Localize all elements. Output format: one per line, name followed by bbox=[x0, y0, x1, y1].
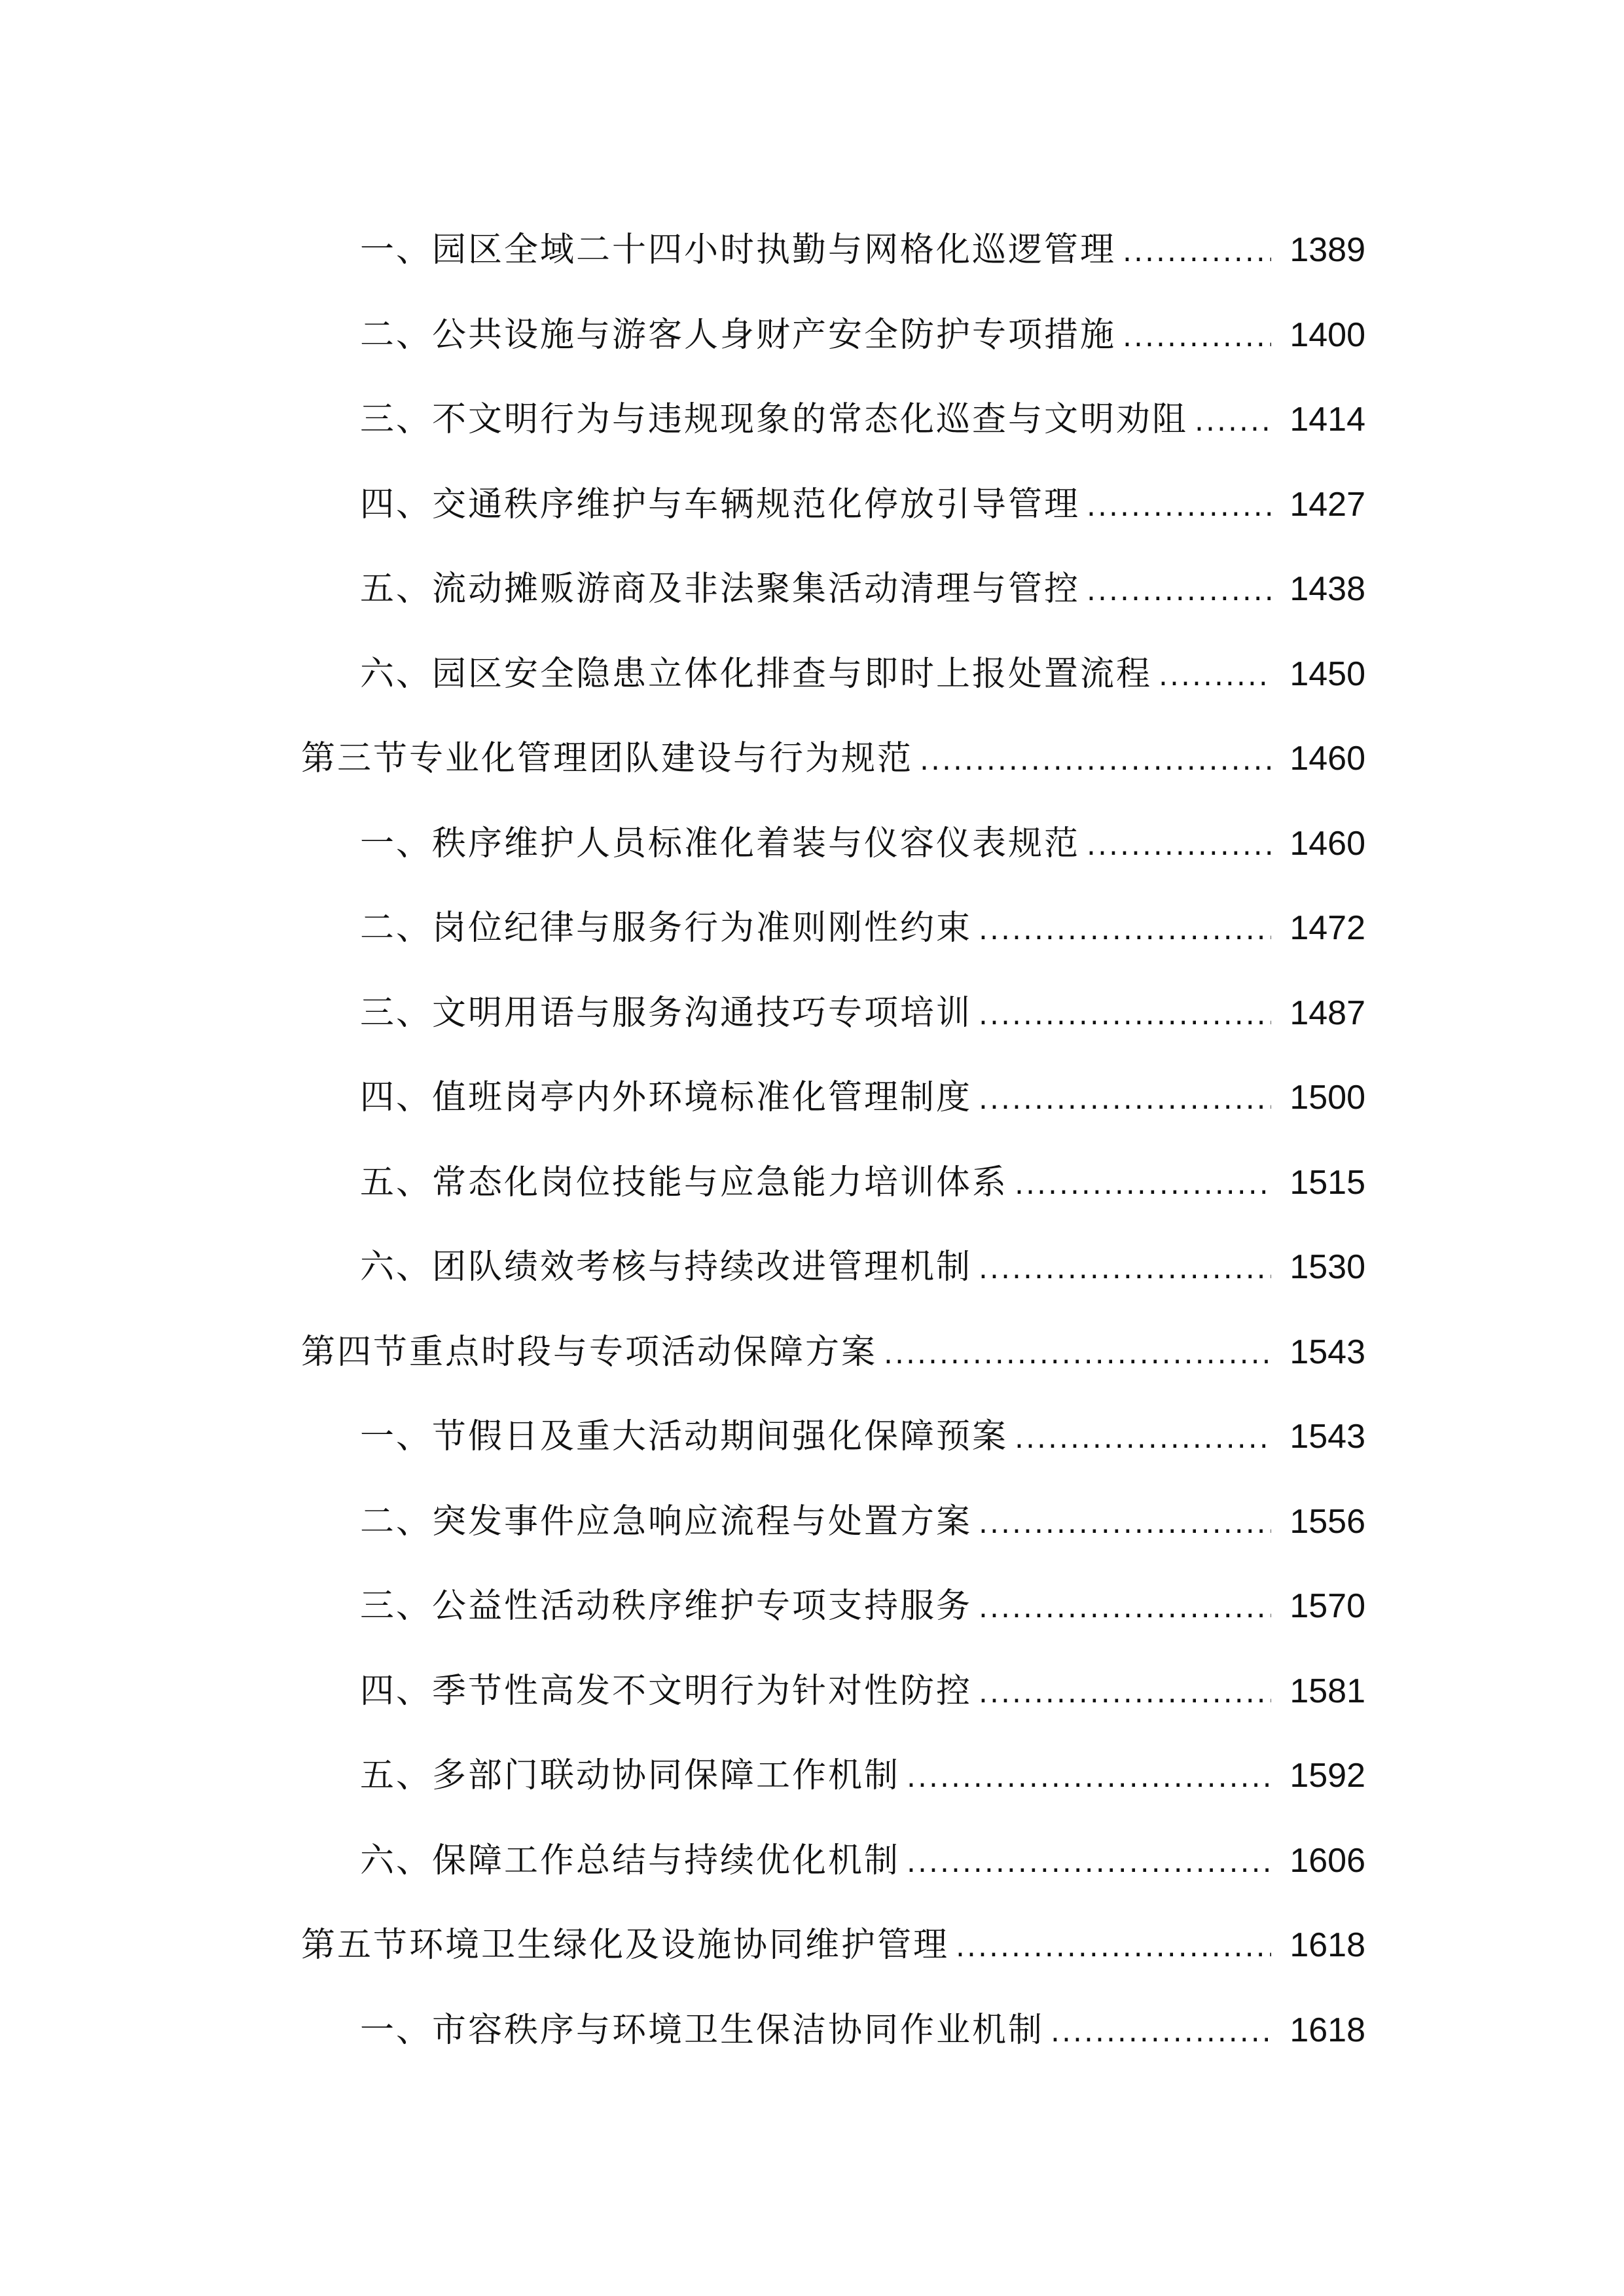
toc-dot-leader bbox=[1087, 548, 1271, 634]
toc-dot-leader bbox=[979, 973, 1271, 1058]
toc-subsection-entry[interactable] bbox=[0, 1564, 1624, 1649]
toc-page-number: 1618 bbox=[1290, 2011, 1365, 2049]
toc-subsection-entry[interactable] bbox=[0, 1988, 1624, 2073]
toc-page-number: 1556 bbox=[1290, 1502, 1365, 1541]
toc-entry-title: 二、突发事件应急响应流程与处置方案 bbox=[360, 1501, 973, 1541]
toc-page-number: 1427 bbox=[1290, 485, 1365, 524]
toc-entry-title: 五、多部门联动协同保障工作机制 bbox=[360, 1756, 901, 1795]
toc-entry-title: 四、季节性高发不文明行为针对性防控 bbox=[360, 1671, 973, 1711]
toc-dot-leader bbox=[1051, 1990, 1271, 2075]
toc-dot-leader bbox=[979, 1227, 1271, 1312]
toc-dot-leader bbox=[1195, 379, 1271, 464]
toc-subsection-entry[interactable] bbox=[0, 802, 1624, 887]
toc-subsection-entry[interactable] bbox=[0, 1395, 1624, 1480]
toc-entry-title: 第三节专业化管理团队建设与行为规范 bbox=[301, 739, 914, 778]
toc-page-number: 1450 bbox=[1290, 655, 1365, 693]
toc-page-number: 1438 bbox=[1290, 570, 1365, 608]
toc-entry-title: 第五节环境卫生绿化及设施协同维护管理 bbox=[301, 1926, 950, 1965]
toc-dot-leader bbox=[979, 1566, 1271, 1651]
toc-section-entry[interactable] bbox=[0, 1310, 1624, 1395]
toc-dot-leader bbox=[907, 1820, 1271, 1905]
toc-subsection-entry[interactable] bbox=[0, 971, 1624, 1056]
toc-page-number: 1389 bbox=[1290, 231, 1365, 269]
toc-subsection-entry[interactable] bbox=[0, 886, 1624, 971]
toc-page-number: 1543 bbox=[1290, 1333, 1365, 1371]
toc-dot-leader bbox=[1015, 1142, 1271, 1227]
toc-dot-leader bbox=[979, 888, 1271, 973]
toc-section-entry[interactable] bbox=[0, 1903, 1624, 1988]
toc-dot-leader bbox=[1015, 1396, 1271, 1481]
toc-entry-title: 一、秩序维护人员标准化着装与仪容仪表规范 bbox=[360, 823, 1081, 863]
toc-entry-title: 五、流动摊贩游商及非法聚集活动清理与管控 bbox=[360, 569, 1081, 609]
toc-subsection-entry[interactable] bbox=[0, 1056, 1624, 1141]
toc-entry-title: 二、公共设施与游客人身财产安全防护专项措施 bbox=[360, 315, 1117, 355]
toc-page-number: 1487 bbox=[1290, 994, 1365, 1032]
toc-subsection-entry[interactable] bbox=[0, 208, 1624, 293]
toc-entry-title: 二、岗位纪律与服务行为准则刚性约束 bbox=[360, 908, 973, 948]
toc-entry-title: 第四节重点时段与专项活动保障方案 bbox=[301, 1332, 878, 1372]
toc-subsection-entry[interactable] bbox=[0, 293, 1624, 378]
toc-entry-title: 五、常态化岗位技能与应急能力培训体系 bbox=[360, 1162, 1009, 1202]
toc-entry-title: 四、值班岗亭内外环境标准化管理制度 bbox=[360, 1078, 973, 1117]
toc-entry-title: 六、园区安全隐患立体化排查与即时上报处置流程 bbox=[360, 654, 1153, 694]
toc-subsection-entry[interactable] bbox=[0, 1819, 1624, 1904]
toc-subsection-entry[interactable] bbox=[0, 1141, 1624, 1226]
toc-page-number: 1500 bbox=[1290, 1079, 1365, 1117]
toc-page-number: 1618 bbox=[1290, 1926, 1365, 1964]
toc-entry-title: 一、园区全域二十四小时执勤与网格化巡逻管理 bbox=[360, 230, 1117, 270]
toc-page-number: 1414 bbox=[1290, 401, 1365, 439]
toc-page-number: 1472 bbox=[1290, 909, 1365, 947]
toc-subsection-entry[interactable] bbox=[0, 378, 1624, 463]
toc-dot-leader bbox=[907, 1735, 1271, 1820]
toc-subsection-entry[interactable] bbox=[0, 632, 1624, 717]
toc-dot-leader bbox=[1159, 634, 1271, 719]
toc-section-entry[interactable] bbox=[0, 717, 1624, 802]
toc-page-number: 1543 bbox=[1290, 1418, 1365, 1456]
toc-entry-title: 三、不文明行为与违规现象的常态化巡查与文明劝阻 bbox=[360, 400, 1189, 439]
toc-page-number: 1460 bbox=[1290, 824, 1365, 863]
toc-page-number: 1581 bbox=[1290, 1672, 1365, 1710]
table-of-contents bbox=[0, 208, 1624, 2073]
toc-entry-title: 六、团队绩效考核与持续改进管理机制 bbox=[360, 1247, 973, 1287]
toc-page-number: 1570 bbox=[1290, 1587, 1365, 1625]
toc-page-number: 1460 bbox=[1290, 740, 1365, 778]
toc-subsection-entry[interactable] bbox=[0, 1734, 1624, 1819]
toc-subsection-entry[interactable] bbox=[0, 1225, 1624, 1310]
toc-dot-leader bbox=[956, 1905, 1271, 1990]
toc-subsection-entry[interactable] bbox=[0, 1480, 1624, 1565]
toc-dot-leader bbox=[1123, 295, 1271, 380]
toc-entry-title: 一、节假日及重大活动期间强化保障预案 bbox=[360, 1417, 1009, 1456]
toc-entry-title: 四、交通秩序维护与车辆规范化停放引导管理 bbox=[360, 484, 1081, 524]
toc-page-number: 1592 bbox=[1290, 1757, 1365, 1795]
toc-dot-leader bbox=[979, 1651, 1271, 1736]
toc-dot-leader bbox=[1087, 803, 1271, 888]
toc-dot-leader bbox=[1087, 464, 1271, 549]
toc-subsection-entry[interactable] bbox=[0, 1649, 1624, 1734]
toc-page-number: 1606 bbox=[1290, 1841, 1365, 1880]
toc-page-number: 1515 bbox=[1290, 1163, 1365, 1202]
toc-entry-title: 三、文明用语与服务沟通技巧专项培训 bbox=[360, 993, 973, 1033]
toc-entry-title: 三、公益性活动秩序维护专项支持服务 bbox=[360, 1587, 973, 1626]
toc-page-number: 1400 bbox=[1290, 315, 1365, 354]
toc-entry-title: 一、市容秩序与环境卫生保洁协同作业机制 bbox=[360, 2010, 1045, 2050]
toc-subsection-entry[interactable] bbox=[0, 547, 1624, 632]
toc-dot-leader bbox=[979, 1057, 1271, 1142]
toc-dot-leader bbox=[884, 1312, 1271, 1397]
toc-dot-leader bbox=[920, 718, 1271, 803]
toc-subsection-entry[interactable] bbox=[0, 463, 1624, 548]
toc-dot-leader bbox=[1123, 209, 1271, 295]
toc-entry-title: 六、保障工作总结与持续优化机制 bbox=[360, 1840, 901, 1880]
toc-page-number: 1530 bbox=[1290, 1248, 1365, 1286]
toc-dot-leader bbox=[979, 1481, 1271, 1566]
